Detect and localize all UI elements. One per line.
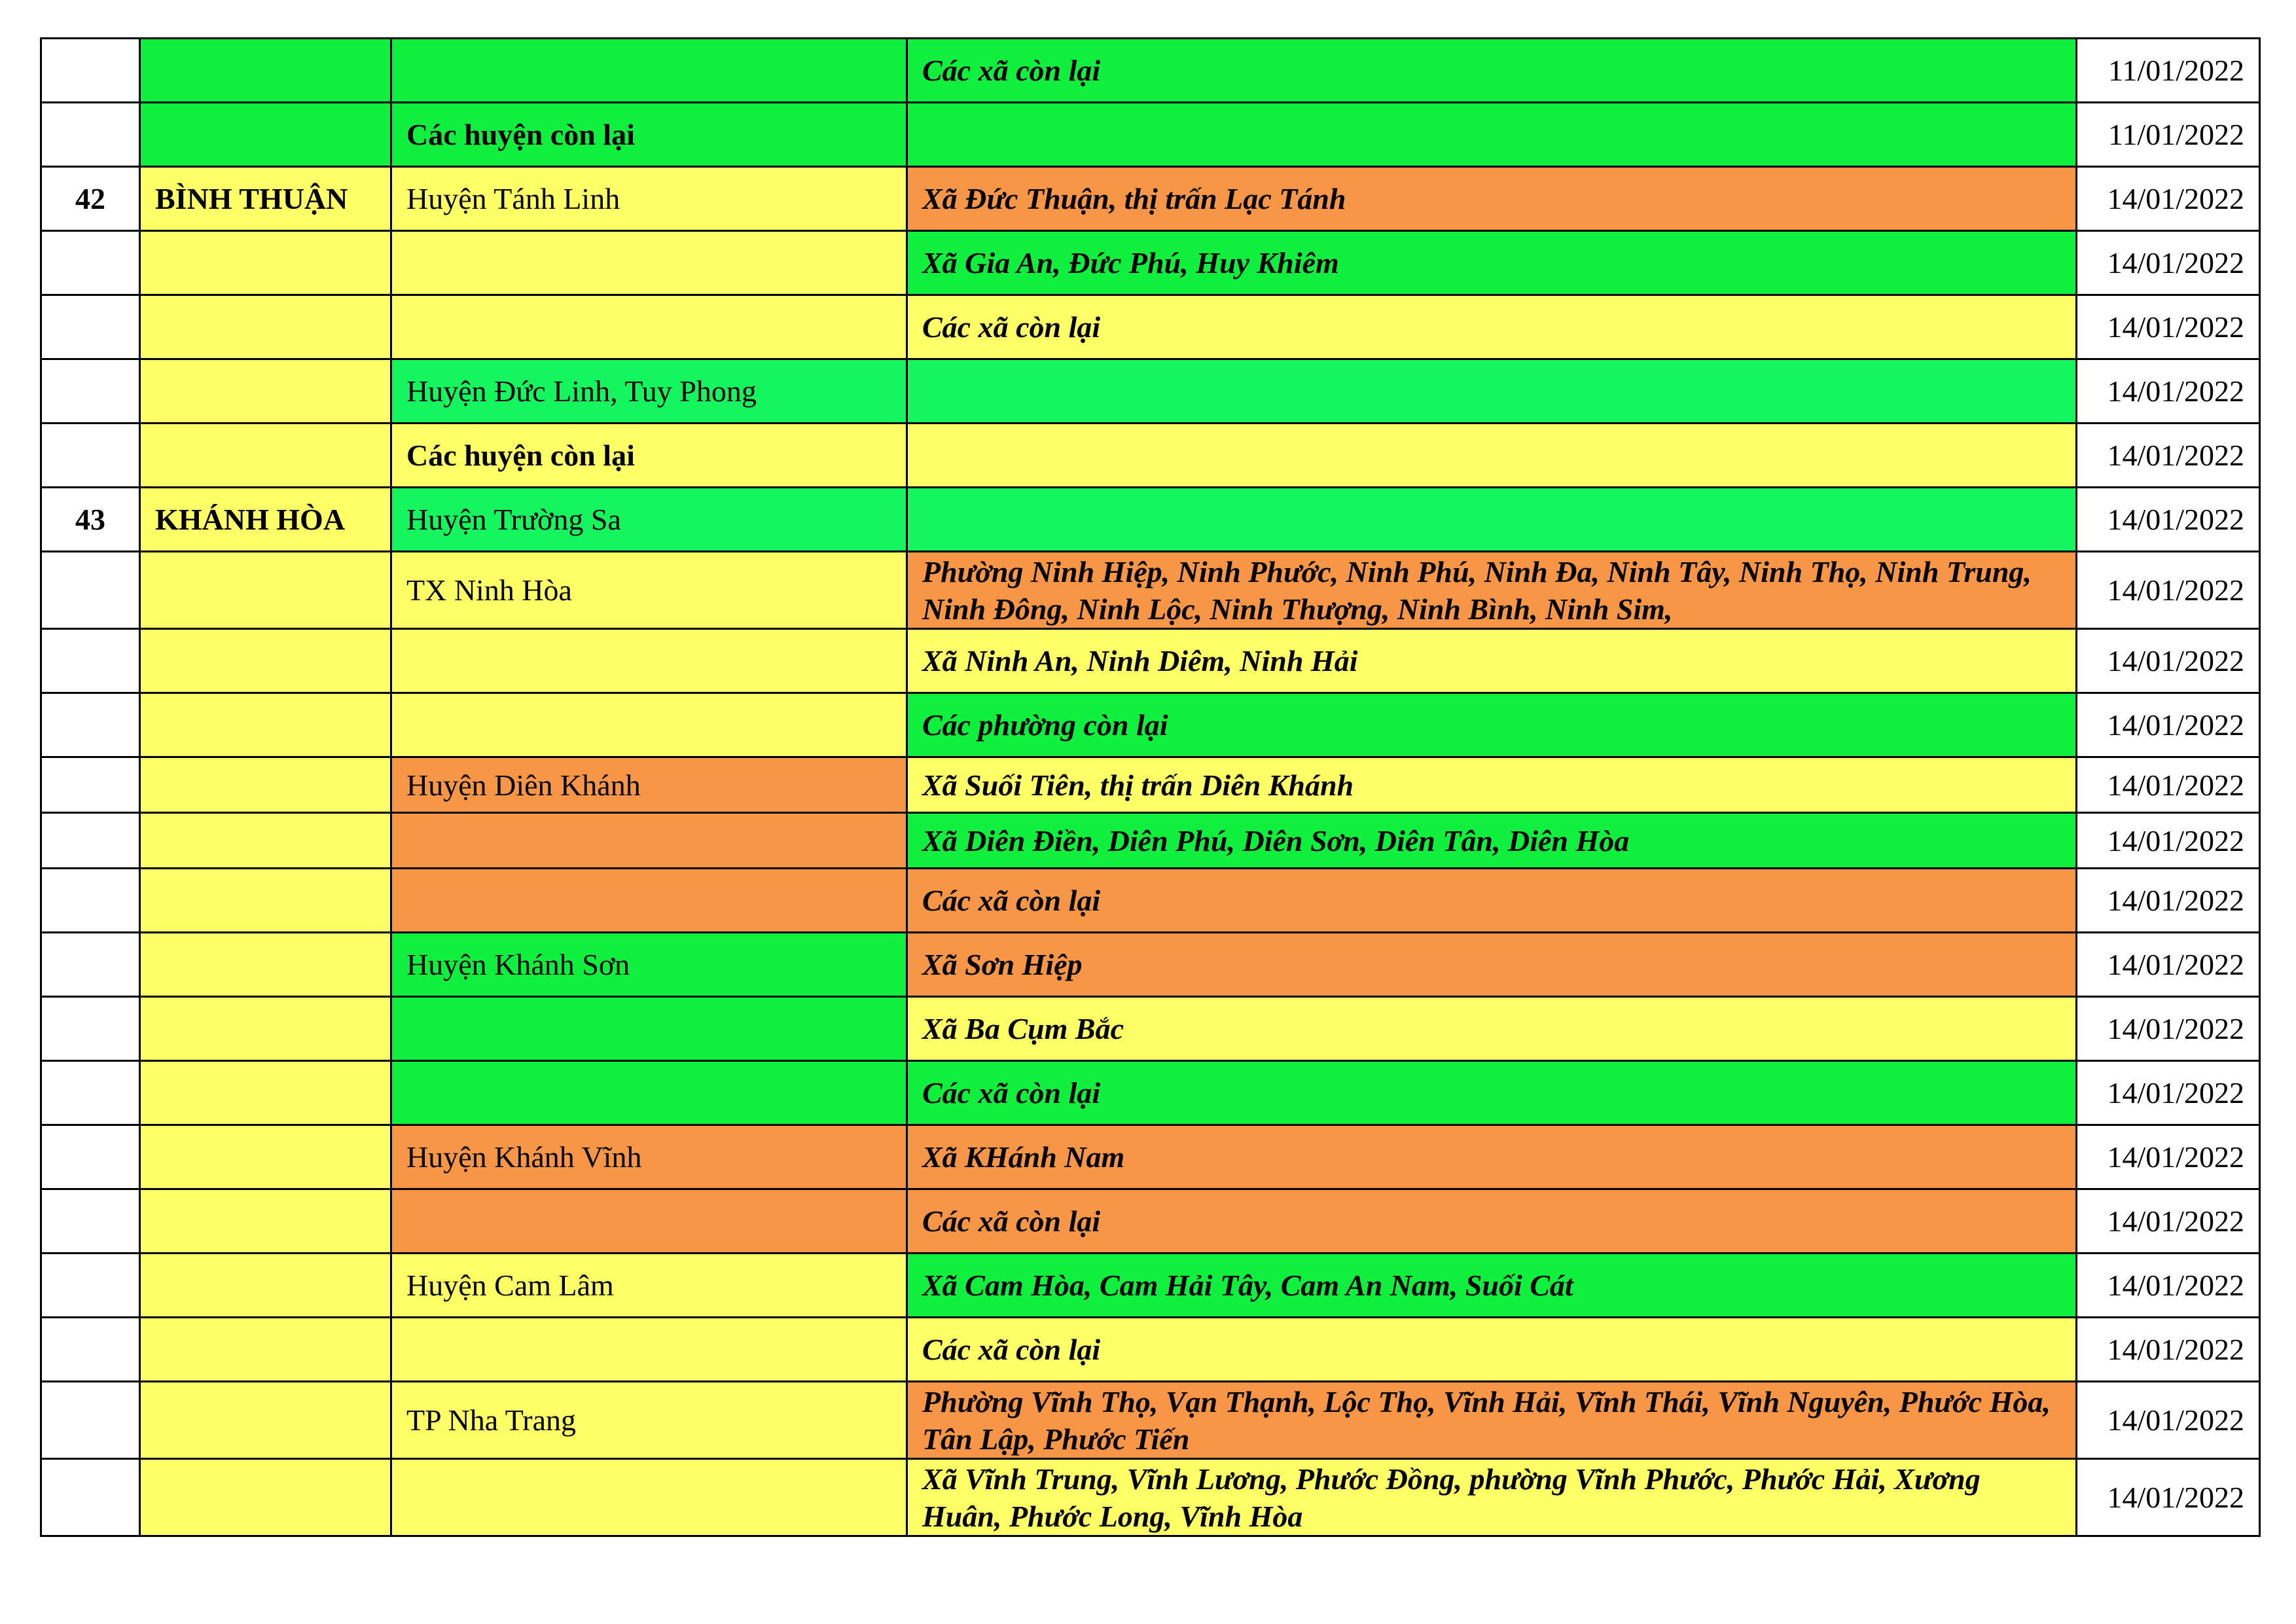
ward-cell: Các phường còn lại — [907, 693, 2077, 757]
stt-cell — [41, 39, 140, 103]
province-cell — [140, 1189, 391, 1254]
stt-cell — [41, 359, 140, 424]
district-cell — [391, 997, 907, 1061]
ward-cell: Các xã còn lại — [907, 295, 2077, 359]
table-row — [41, 39, 2260, 103]
province-cell — [140, 103, 391, 167]
ward-cell — [907, 103, 2077, 167]
province-cell — [140, 39, 391, 103]
ward-cell: Xã Đức Thuận, thị trấn Lạc Tánh — [907, 167, 2077, 231]
district-cell: Các huyện còn lại — [391, 424, 907, 488]
stt-cell — [41, 757, 140, 813]
stt-cell — [41, 1189, 140, 1254]
date-cell: 14/01/2022 — [2077, 167, 2260, 231]
district-cell: Huyện Cam Lâm — [391, 1254, 907, 1318]
district-cell: Huyện Trường Sa — [391, 488, 907, 552]
stt-cell — [41, 231, 140, 295]
province-cell — [140, 295, 391, 359]
province-cell — [140, 1061, 391, 1125]
province-cell — [140, 693, 391, 757]
district-cell — [391, 1459, 907, 1536]
stt-cell: 43 — [41, 488, 140, 552]
province-cell — [140, 424, 391, 488]
ward-cell — [907, 488, 2077, 552]
district-cell — [391, 1318, 907, 1382]
table-row — [41, 1125, 2260, 1189]
table-row — [41, 488, 2260, 552]
stt-cell — [41, 295, 140, 359]
province-cell — [140, 359, 391, 424]
district-cell — [391, 869, 907, 933]
district-cell: TX Ninh Hòa — [391, 552, 907, 629]
district-cell — [391, 295, 907, 359]
province-cell — [140, 1125, 391, 1189]
date-cell: 14/01/2022 — [2077, 813, 2260, 869]
province-cell: BÌNH THUẬN — [140, 167, 391, 231]
province-cell — [140, 1254, 391, 1318]
district-cell — [391, 231, 907, 295]
stt-cell: 42 — [41, 167, 140, 231]
ward-cell: Xã Vĩnh Trung, Vĩnh Lương, Phước Đồng, phường Vĩnh Phước, Phước Hải, Xương Huân, Phước Long, Vĩnh Hòa — [907, 1459, 2077, 1536]
province-cell: KHÁNH HÒA — [140, 488, 391, 552]
table-row — [41, 295, 2260, 359]
ward-cell — [907, 424, 2077, 488]
district-cell: Huyện Khánh Sơn — [391, 933, 907, 997]
table-row — [41, 552, 2260, 629]
district-cell: Huyện Tánh Linh — [391, 167, 907, 231]
district-cell: Huyện Khánh Vĩnh — [391, 1125, 907, 1189]
stt-cell — [41, 933, 140, 997]
province-cell — [140, 813, 391, 869]
date-cell: 14/01/2022 — [2077, 997, 2260, 1061]
stt-cell — [41, 693, 140, 757]
ward-cell: Xã Gia An, Đức Phú, Huy Khiêm — [907, 231, 2077, 295]
date-cell: 14/01/2022 — [2077, 1382, 2260, 1459]
ward-cell: Xã Diên Điền, Diên Phú, Diên Sơn, Diên Tân, Diên Hòa — [907, 813, 2077, 869]
province-cell — [140, 1382, 391, 1459]
date-cell: 14/01/2022 — [2077, 869, 2260, 933]
district-cell — [391, 629, 907, 693]
table-row — [41, 813, 2260, 869]
stt-cell — [41, 1254, 140, 1318]
date-cell: 14/01/2022 — [2077, 1125, 2260, 1189]
table-row — [41, 869, 2260, 933]
ward-cell: Xã KHánh Nam — [907, 1125, 2077, 1189]
ward-cell: Phường Ninh Hiệp, Ninh Phước, Ninh Phú, Ninh Đa, Ninh Tây, Ninh Thọ, Ninh Trung, Ninh Đông, Ninh Lộc, Ninh Thượng, Ninh Bình, Ninh Sim, — [907, 552, 2077, 629]
date-cell: 14/01/2022 — [2077, 552, 2260, 629]
district-cell — [391, 1061, 907, 1125]
date-cell: 14/01/2022 — [2077, 1061, 2260, 1125]
district-cell — [391, 813, 907, 869]
zoning-table — [40, 37, 2261, 1537]
ward-cell: Các xã còn lại — [907, 1189, 2077, 1254]
province-cell — [140, 552, 391, 629]
stt-cell — [41, 1125, 140, 1189]
stt-cell — [41, 1382, 140, 1459]
table-row — [41, 103, 2260, 167]
date-cell: 11/01/2022 — [2077, 103, 2260, 167]
district-cell: Các huyện còn lại — [391, 103, 907, 167]
stt-cell — [41, 103, 140, 167]
ward-cell: Các xã còn lại — [907, 869, 2077, 933]
date-cell: 14/01/2022 — [2077, 231, 2260, 295]
province-cell — [140, 869, 391, 933]
date-cell: 14/01/2022 — [2077, 1318, 2260, 1382]
table-row — [41, 693, 2260, 757]
ward-cell: Xã Ninh An, Ninh Diêm, Ninh Hải — [907, 629, 2077, 693]
table-row — [41, 997, 2260, 1061]
date-cell: 14/01/2022 — [2077, 359, 2260, 424]
ward-cell: Các xã còn lại — [907, 1061, 2077, 1125]
date-cell: 14/01/2022 — [2077, 933, 2260, 997]
district-cell: Huyện Đức Linh, Tuy Phong — [391, 359, 907, 424]
date-cell: 14/01/2022 — [2077, 693, 2260, 757]
date-cell: 14/01/2022 — [2077, 757, 2260, 813]
table-row — [41, 629, 2260, 693]
province-cell — [140, 1318, 391, 1382]
stt-cell — [41, 1459, 140, 1536]
table-row — [41, 231, 2260, 295]
province-cell — [140, 231, 391, 295]
table-row — [41, 167, 2260, 231]
date-cell: 11/01/2022 — [2077, 39, 2260, 103]
district-cell: Huyện Diên Khánh — [391, 757, 907, 813]
table-row — [41, 1254, 2260, 1318]
stt-cell — [41, 1061, 140, 1125]
stt-cell — [41, 1318, 140, 1382]
district-cell — [391, 693, 907, 757]
date-cell: 14/01/2022 — [2077, 424, 2260, 488]
ward-cell: Phường Vĩnh Thọ, Vạn Thạnh, Lộc Thọ, Vĩnh Hải, Vĩnh Thái, Vĩnh Nguyên, Phước Hòa, Tân Lập, Phước Tiến — [907, 1382, 2077, 1459]
province-cell — [140, 629, 391, 693]
stt-cell — [41, 997, 140, 1061]
stt-cell — [41, 629, 140, 693]
district-cell — [391, 1189, 907, 1254]
table-row — [41, 933, 2260, 997]
province-cell — [140, 757, 391, 813]
province-cell — [140, 997, 391, 1061]
table-row — [41, 1061, 2260, 1125]
stt-cell — [41, 813, 140, 869]
district-cell: TP Nha Trang — [391, 1382, 907, 1459]
province-cell — [140, 1459, 391, 1536]
stt-cell — [41, 424, 140, 488]
date-cell: 14/01/2022 — [2077, 488, 2260, 552]
ward-cell: Xã Suối Tiên, thị trấn Diên Khánh — [907, 757, 2077, 813]
ward-cell: Các xã còn lại — [907, 1318, 2077, 1382]
district-cell — [391, 39, 907, 103]
table-row — [41, 1189, 2260, 1254]
date-cell: 14/01/2022 — [2077, 1459, 2260, 1536]
ward-cell: Xã Ba Cụm Bắc — [907, 997, 2077, 1061]
table-row — [41, 424, 2260, 488]
date-cell: 14/01/2022 — [2077, 1254, 2260, 1318]
stt-cell — [41, 869, 140, 933]
date-cell: 14/01/2022 — [2077, 629, 2260, 693]
table-row — [41, 1459, 2260, 1536]
table-row — [41, 757, 2260, 813]
table-row — [41, 1382, 2260, 1459]
ward-cell — [907, 359, 2077, 424]
ward-cell: Xã Cam Hòa, Cam Hải Tây, Cam An Nam, Suối Cát — [907, 1254, 2077, 1318]
ward-cell: Xã Sơn Hiệp — [907, 933, 2077, 997]
table-row — [41, 359, 2260, 424]
province-cell — [140, 933, 391, 997]
date-cell: 14/01/2022 — [2077, 295, 2260, 359]
date-cell: 14/01/2022 — [2077, 1189, 2260, 1254]
stt-cell — [41, 552, 140, 629]
ward-cell: Các xã còn lại — [907, 39, 2077, 103]
table-row — [41, 1318, 2260, 1382]
